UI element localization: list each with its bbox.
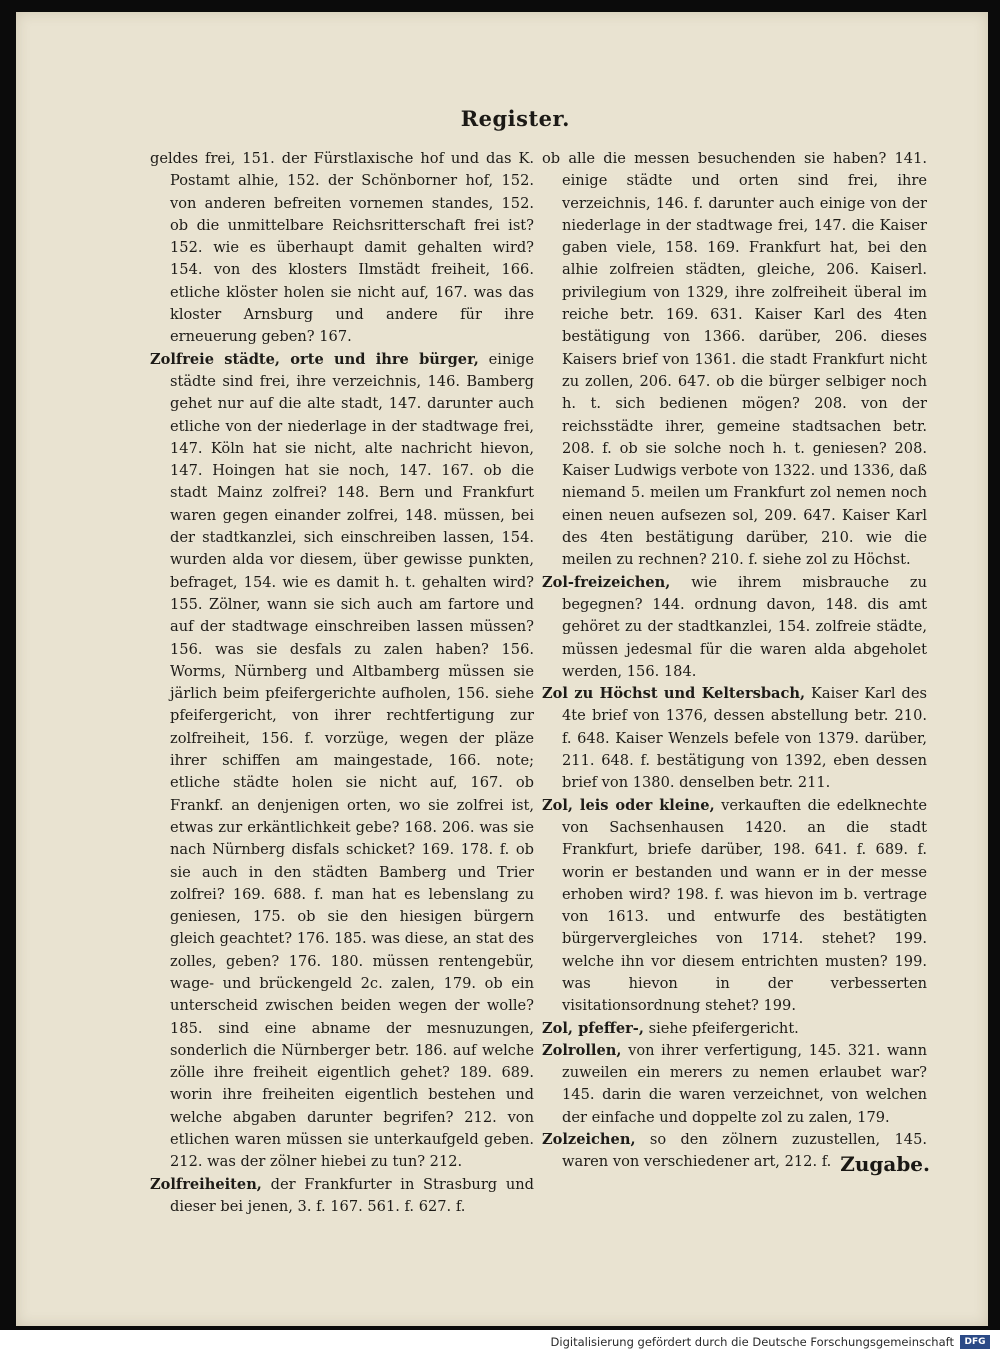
entry-head: Zol, leis oder kleine, — [542, 796, 715, 814]
footer-bar — [0, 1330, 1000, 1355]
entry-head: Zolfreiheiten, — [150, 1175, 262, 1193]
page-header: Register. — [460, 106, 570, 131]
index-entry — [542, 1040, 927, 1129]
entry-head: Zolzeichen, — [542, 1131, 636, 1149]
entry-text: so den zölnern zuzustellen, 145. waren von verschiedener art, 212. f. — [562, 1131, 927, 1171]
entry-head: Zolrollen, — [542, 1041, 622, 1059]
entry-text: wie ihrem misbrauche zu begegnen? 144. ordnung davon, 148. dis amt gehöret zu der stadtkanzlei, 154. zolfreie städte, müssen jedesmal für die waren alda abgeholet werden, 156. 184. — [562, 573, 927, 680]
index-entry — [150, 148, 534, 349]
entry-text: einige städte sind frei, ihre verzeichnis, 146. Bamberg gehet nur auf die alte stadt, 147. darunter auch etliche von der niederlage in der stadtwage frei, 147. Köln hat sie nicht, alte nachricht hievon, 147. Hoingen hat sie noch, 147. 167. ob die stadt Mainz zolfrei? 148. Bern und Frankfurt waren gegen einander zolfrei, 148. müssen, bei der stadtkanzlei, sich einschreiben lassen, 154. wurden alda vor diesem, über gewisse punkten, befraget, 154. wie es damit h. t. gehalten wird? 155. Zölner, wann sie sich auch am fartore und auf der stadtwage einschreiben lassen müssen? 156. was sie desfals zu zalen haben? 156. Worms, Nürnberg und Altbamberg müssen sie järlich beim pfeifergerichte aufholen, 156. siehe pfeifergericht, von ihrer rechtfertigung zur zolfreiheit, 156. f. vorzüge, wegen der pläze ihrer schiffen am maingestade, 166. note; etliche städte holen sie nicht auf, 167. ob Frankf. an denjenigen orten, wo sie zolfrei ist, etwas zur erkäntlichkeit gebe? 168. 206. was sie nach Nürnberg disfals schicket? 169. 178. f. ob sie auch in den städten Bamberg und Trier zolfrei? 169. 688. f. man hat es lebenslang zu geniesen, 175. ob sie den hiesigen bürgern gleich geachtet? 176. 185. was diese, an stat des zolles, geben? 176. 180. müssen rentengebür, wage- und brückengeld 2c. zalen, 179. ob ein unterscheid zwischen beiden wegen der wolle? 185. sind eine abname der mesnuzungen, sonderlich die Nürnberger betr. 186. auf welche zölle ihre freiheit eigentlich gehet? 189. 689. worin ihre freiheiten eigentlich bestehen und welche abgaben darunter begrifen? 212. von etlichen waren müssen sie unterkaufgeld geben. 212. was der zölner hiebei zu tun? 212. — [170, 350, 534, 1171]
index-entry — [542, 572, 927, 683]
left-column — [150, 148, 534, 1218]
entry-text: geldes frei, 151. der Fürstlaxische hof und das K. Postamt alhie, 152. der Schönborner hof, 152. von anderen befreiten vornemen standes, 152. ob die unmittelbare Reichsritterschaft frei ist? 152. wie es überhaupt damit gehalten wird? 154. von des klosters Ilmstädt freiheit, 166. etliche klöster holen sie nicht auf, 167. was das kloster Arnsburg und andere für ihre erneuerung geben? 167. — [150, 150, 534, 346]
entry-text: ob alle die messen besuchenden sie haben? 141. einige städte und orten sind frei, ihre verzeichnis, 146. f. darunter auch einige von der niederlage in der stadtwage frei, 147. die Kaiser gaben viele, 158. 169. Frankfurt hat, bei den alhie zolfreien städten, gleiche, 206. Kaiserl. privilegium von 1329, ihre zolfreiheit überal im reiche betr. 169. 631. Kaiser Karl des 4ten bestätigung von 1366. darüber, 206. dieses Kaisers brief von 1361. die stadt Frankfurt nicht zu zollen, 206. 647. ob die bürger selbiger noch h. t. sich bedienen mögen? 208. von der reichsstädte ihrer, gemeine stadtsachen betr. 208. f. ob sie solche noch h. t. geniesen? 208. Kaiser Ludwigs verbote von 1322. und 1336, daß niemand 5. meilen um Frankfurt zol nemen noch einen neuen aufsezen sol, 209. 647. Kaiser Karl des 4ten bestätigung darüber, 210. wie die meilen zu rechnen? 210. f. siehe zol zu Höchst. — [542, 150, 927, 569]
entry-head: Zol-freizeichen, — [542, 573, 671, 591]
entry-text: verkauften die edelknechte von Sachsenhausen 1420. an die stadt Frankfurt, briefe darüber, 198. 641. f. 689. f. worin er bestanden und wann er in der messe erhoben wird? 198. f. was hievon im b. vertrage von 1613. und entwurfe des bestätigten bürgervergleiches von 1714. stehet? 199. welche ihn vor diesem entrichten musten? 199. was hievon in der verbesserten visitationsordnung stehet? 199. — [562, 796, 927, 1015]
entry-text: der Frankfurter in Strasburg und dieser bei jenen, 3. f. 167. 561. f. 627. f. — [170, 1175, 534, 1215]
entry-head: Zol, pfeffer-, — [542, 1019, 644, 1037]
index-entry — [542, 1018, 927, 1040]
index-entry — [542, 683, 927, 794]
index-entry — [542, 148, 927, 572]
index-entry — [150, 1174, 534, 1219]
catchword: Zugabe. — [840, 1152, 930, 1176]
index-entry — [150, 349, 534, 1174]
entry-head: Zolfreie städte, orte und ihre bürger, — [150, 350, 479, 368]
entry-text: siehe pfeifergericht. — [643, 1019, 799, 1037]
entry-text: von ihrer verfertigung, 145. 321. wann zuweilen ein merers zu nemen erlaubet war? 145. darin die waren verzeichnet, von welchen der einfache und doppelte zol zu zalen, 179. — [562, 1041, 927, 1126]
entry-head: Zol zu Höchst und Keltersbach, — [542, 685, 806, 703]
right-column — [542, 148, 927, 1174]
index-entry — [542, 795, 927, 1018]
funding-notice: Digitalisierung gefördert durch die Deutsche Forschungsgemeinschaft — [550, 1335, 954, 1349]
dfg-logo: DFG — [960, 1335, 990, 1349]
entry-text: Kaiser Karl des 4te brief von 1376, dessen abstellung betr. 210. f. 648. Kaiser Wenzels befele von 1379. darüber, 211. 648. f. bestätigung von 1392, eben dessen brief von 1380. denselben betr. 211. — [562, 685, 927, 792]
